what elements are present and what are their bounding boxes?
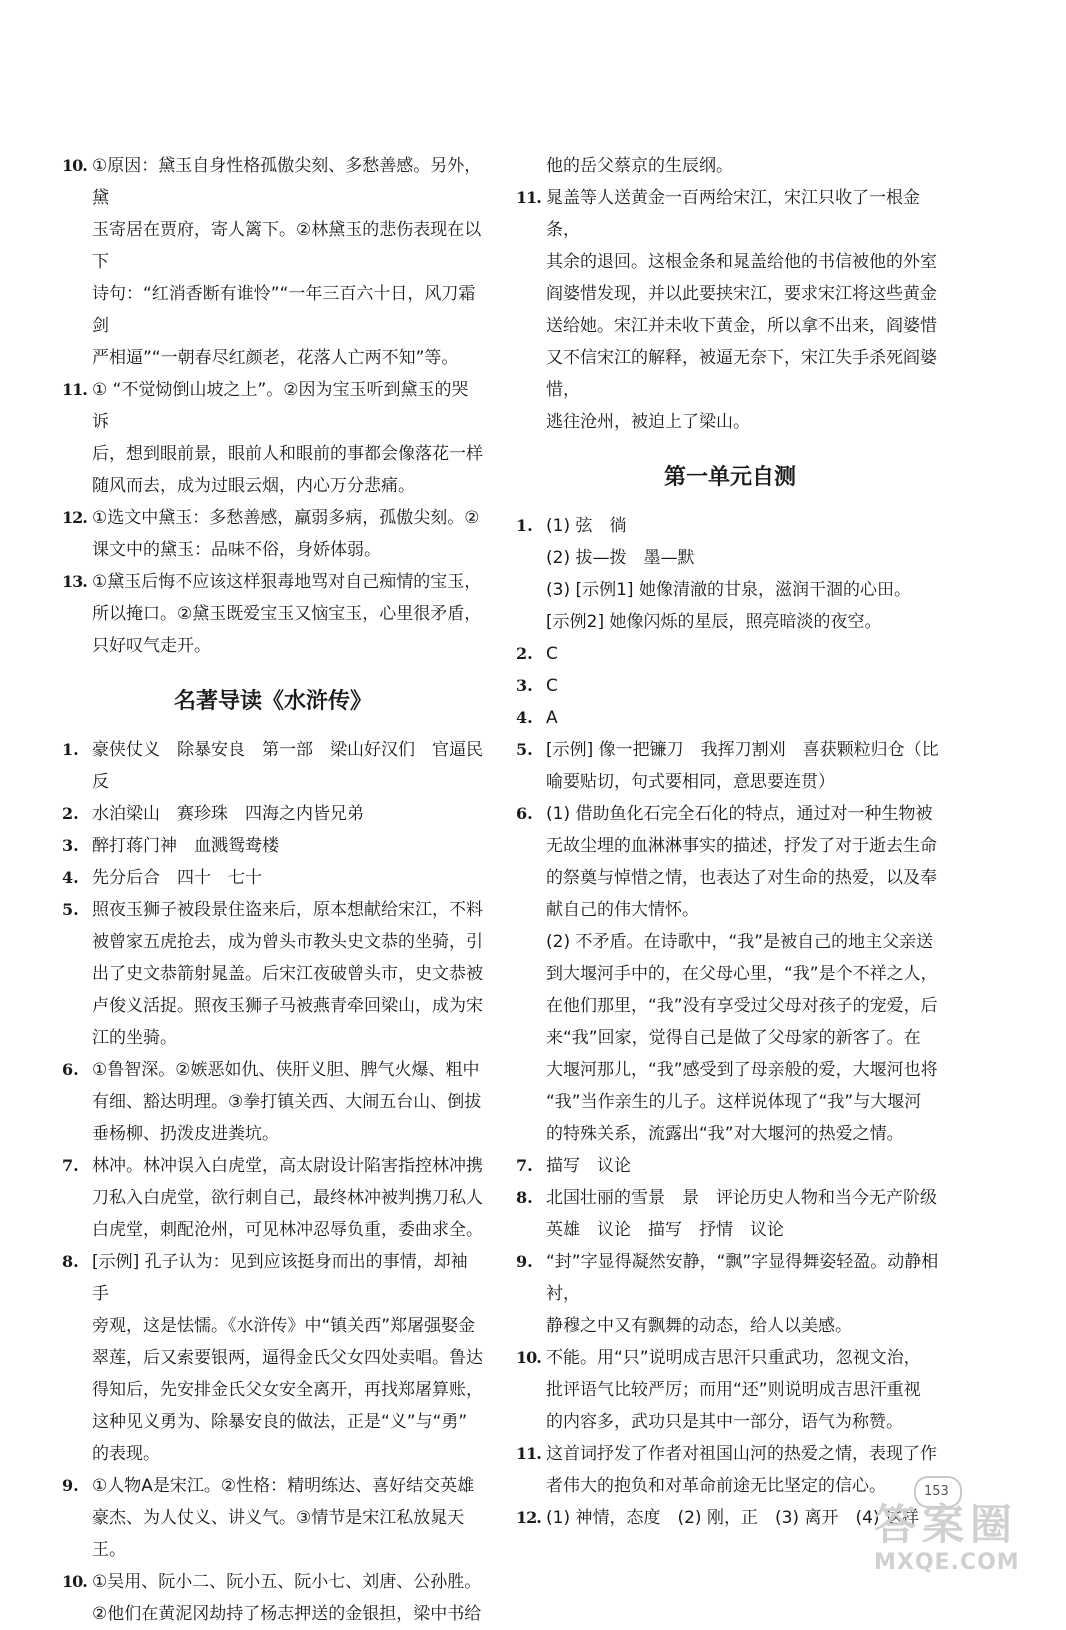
answer-number: 9.: [516, 1252, 533, 1271]
answer-item: [62, 734, 484, 798]
watermark: [874, 1500, 1054, 1590]
answer-line: [示例2] 她像闪烁的星辰，照亮暗淡的夜空。: [546, 612, 882, 632]
answer-item: [62, 798, 484, 830]
answer-number: 4.: [516, 708, 533, 727]
answer-number: 6.: [62, 1060, 79, 1079]
answer-line: 玉寄居在贾府，寄人篱下。②林黛玉的悲伤表现在以下: [92, 220, 482, 272]
answer-number: 2.: [516, 644, 533, 663]
answer-number: 5.: [516, 740, 533, 759]
answer-line: (2) 拔—拨 墨—默: [546, 548, 695, 568]
answer-line: 献自己的伟大情怀。: [546, 900, 699, 920]
answer-number: 10.: [62, 156, 87, 175]
answer-number: 9.: [62, 1476, 79, 1495]
answer-line: 大堰河那儿，“我”感受到了母亲般的爱，大堰河也将: [546, 1060, 938, 1080]
answer-line: 者伟大的抱负和对革命前途无比坚定的信心。: [546, 1476, 886, 1496]
answer-line: 林冲。林冲误入白虎堂，高太尉设计陷害指控林冲携: [92, 1156, 483, 1176]
answer-line: ①原因：黛玉自身性格孤傲尖刻、多愁善感。另外，黛: [92, 156, 482, 208]
answer-item: [516, 510, 944, 638]
answer-line: C: [546, 676, 558, 696]
watermark-url: MXQE.COM: [874, 1550, 1020, 1575]
answer-line: ①吴用、阮小二、阮小五、阮小七、刘唐、公孙胜。: [92, 1572, 482, 1592]
left-column: [62, 150, 484, 1630]
answer-number: 11.: [516, 188, 541, 207]
answer-line: 的祭奠与悼惜之情，也表达了对生命的热爱，以及奉: [546, 868, 937, 888]
answer-line: 诗句：“红消香断有谁怜”“一年三百六十日，风刀霜剑: [92, 284, 476, 336]
answer-line: 先分后合 四十 七十: [92, 868, 262, 888]
answer-number: 7.: [62, 1156, 79, 1175]
answer-line: ①鲁智深。②嫉恶如仇、侠肝义胆、脾气火爆、粗中: [92, 1060, 480, 1080]
answer-number: 11.: [516, 1444, 541, 1463]
answer-line: 英雄 议论 描写 抒情 议论: [546, 1220, 784, 1240]
answer-line: (1) 弦 徜: [546, 516, 627, 536]
answer-line: 垂杨柳、扔泼皮进粪坑。: [92, 1124, 279, 1144]
answer-number: 7.: [516, 1156, 533, 1175]
answer-item: [516, 670, 944, 702]
answer-line: 旁观，这是怯懦。《水浒传》中“镇关西”郑屠强娶金: [92, 1316, 476, 1336]
answer-line: 出了史文恭箭射晁盖。后宋江夜破曾头市，史文恭被: [92, 964, 483, 984]
answer-item: [62, 1150, 484, 1246]
answer-item: [516, 182, 944, 438]
answer-number: 5.: [62, 900, 79, 919]
answer-line: 卢俊义活捉。照夜玉狮子马被燕青牵回梁山，成为宋: [92, 996, 483, 1016]
answer-line: ②他们在黄泥冈劫持了杨志押送的金银担，梁中书给: [92, 1604, 482, 1624]
answer-line: 无故尘埋的血淋淋事实的描述，抒发了对于逝去生命: [546, 836, 937, 856]
answer-line: 刀私入白虎堂，欲行刺自己，最终林冲被判携刀私人: [92, 1188, 483, 1208]
answer-number: 10.: [516, 1348, 541, 1367]
answer-number: 1.: [62, 740, 79, 759]
answer-line: 到大堰河手中的，在父母心里，“我”是个不祥之人，: [546, 964, 938, 984]
answer-item: [62, 374, 484, 502]
answer-item: [62, 862, 484, 894]
left-answer-list: [62, 734, 484, 1630]
right-previous-answers: [516, 182, 944, 438]
answer-number: 13.: [62, 572, 87, 591]
answer-item: [516, 734, 944, 798]
answer-line: (2) 不矛盾。在诗歌中，“我”是被自己的地主父亲送: [546, 932, 934, 952]
answer-item: [516, 798, 944, 1150]
answer-line: 所以掩口。②黛玉既爱宝玉又恼宝玉，心里很矛盾，: [92, 604, 482, 624]
answer-line: 后，想到眼前景，眼前人和眼前的事都会像落花一样: [92, 444, 483, 464]
answer-line: 送给她。宋江并未收下黄金，所以拿不出来，阎婆惜: [546, 316, 937, 336]
answer-number: 10.: [62, 1572, 87, 1591]
page-number: 153: [924, 1484, 949, 1499]
answer-number: 4.: [62, 868, 79, 887]
answer-item: [516, 1182, 944, 1246]
answer-line: 的特殊关系，流露出“我”对大堰河的热爱之情。: [546, 1124, 904, 1144]
answer-line: 描写 议论: [546, 1156, 631, 1176]
answer-line: 阎婆惜发现，并以此要挟宋江，要求宋江将这些黄金: [546, 284, 937, 304]
answer-line: 又不信宋江的解释，被逼无奈下，宋江失手杀死阎婆惜，: [546, 348, 937, 400]
section-title-unit-test: 第一单元自测: [663, 465, 796, 490]
answer-line: 晁盖等人送黄金一百两给宋江，宋江只收了一根金条，: [546, 188, 920, 240]
answer-number: 3.: [516, 676, 533, 695]
answer-line: 不能。用“只”说明成吉思汗只重武功，忽视文治，: [546, 1348, 921, 1368]
answer-line: 翠莲，后又索要银两，逼得金氏父女四处卖唱。鲁达: [92, 1348, 483, 1368]
answer-item: [62, 1470, 484, 1566]
answer-line: (3) [示例1] 她像清澈的甘泉，滋润干涸的心田。: [546, 580, 911, 600]
answer-item: [516, 1438, 944, 1502]
answer-item: [516, 638, 944, 670]
answer-line: 的内容多，武功只是其中一部分，语气为称赞。: [546, 1412, 903, 1432]
answer-line: 江的坐骑。: [92, 1028, 177, 1048]
continued-answer: [516, 150, 944, 182]
right-column: [516, 150, 944, 1534]
answer-number: 6.: [516, 804, 533, 823]
answer-line: 得知后，先安排金氏父女安全离开，再找郑屠算账，: [92, 1380, 483, 1400]
answer-item: [62, 150, 484, 374]
watermark-mark: 答案圈: [874, 1500, 1019, 1549]
answer-line: 有细、豁达明理。③拳打镇关西、大闹五台山、倒拔: [92, 1092, 482, 1112]
answer-line: 随风而去，成为过眼云烟，内心万分悲痛。: [92, 476, 415, 496]
answer-line: ① “不觉恸倒山坡之上”。②因为宝玉听到黛玉的哭诉: [92, 380, 469, 432]
answer-item: [62, 1246, 484, 1470]
answer-line: 水泊梁山 赛珍珠 四海之内皆兄弟: [92, 804, 364, 824]
answer-line: 这首词抒发了作者对祖国山河的热爱之情，表现了作: [546, 1444, 937, 1464]
answer-item: [62, 894, 484, 1054]
answer-number: 8.: [516, 1188, 533, 1207]
answer-line: 的表现。: [92, 1444, 160, 1464]
answer-line: “我”当作亲生的儿子。这样说体现了“我”与大堰河: [546, 1092, 922, 1112]
answer-line: 静穆之中又有飘舞的动态，给人以美感。: [546, 1316, 852, 1336]
answer-line: ①选文中黛玉：多愁善感，羸弱多病，孤傲尖刻。②: [92, 508, 480, 528]
answer-item: [62, 1566, 484, 1630]
answer-line: 其余的退回。这根金条和晁盖给他的书信被他的外室: [546, 252, 937, 272]
answer-item: [62, 502, 484, 566]
answer-line: 被曾家五虎抢去，成为曾头市教头史文恭的坐骑，引: [92, 932, 483, 952]
answer-line: 反: [92, 772, 109, 792]
answer-line: 醉打蒋门神 血溅鸳鸯楼: [92, 836, 279, 856]
answer-line: 北国壮丽的雪景 景 评论历史人物和当今无产阶级: [546, 1188, 937, 1208]
answer-item: [62, 566, 484, 662]
answer-item: [516, 1342, 944, 1438]
answer-number: 3.: [62, 836, 79, 855]
answer-line: 豪侠仗义 除暴安良 第一部 梁山好汉们 官逼民: [92, 740, 483, 760]
answer-item: [516, 1246, 944, 1342]
answer-line: ①人物A是宋江。②性格：精明练达、喜好结交英雄: [92, 1476, 475, 1496]
answer-line: 豪杰、为人仗义、讲义气。③情节是宋江私放晁天王。: [92, 1508, 465, 1560]
answer-number: 1.: [516, 516, 533, 535]
answer-number: 11.: [62, 380, 87, 399]
answer-line: A: [546, 708, 558, 728]
answer-line: 严相逼”“一朝春尽红颜老，花落人亡两不知”等。: [92, 348, 459, 368]
answer-line: 课文中的黛玉：品味不俗，身娇体弱。: [92, 540, 381, 560]
answer-line: (1) 神情，态度 (2) 刚，正 (3) 离开 (4) 这样: [546, 1508, 919, 1528]
answer-line: 照夜玉狮子被段景住盗来后，原本想献给宋江，不料: [92, 900, 483, 920]
answer-line: ①黛玉后悔不应该这样狠毒地骂对自己痴情的宝玉，: [92, 572, 482, 592]
answer-line: [示例] 像一把镰刀 我挥刀割刈 喜获颗粒归仓（比: [546, 740, 939, 760]
answer-line: 他的岳父蔡京的生辰纲。: [546, 156, 733, 176]
answer-line: 来“我”回家，觉得自己是做了父母家的新客了。在: [546, 1028, 921, 1048]
answer-line: [示例] 孔子认为：见到应该挺身而出的事情，却袖手: [92, 1252, 468, 1304]
right-answer-list: [516, 510, 944, 1534]
answer-line: “封”字显得凝然安静，“飘”字显得舞姿轻盈。动静相衬，: [546, 1252, 939, 1304]
answer-line: 白虎堂，刺配沧州，可见林冲忍辱负重，委曲求全。: [92, 1220, 483, 1240]
answer-line: 批评语气比较严厉；而用“还”则说明成吉思汗重视: [546, 1380, 921, 1400]
answer-number: 2.: [62, 804, 79, 823]
answer-line: 这种见义勇为、除暴安良的做法，正是“义”与“勇”: [92, 1412, 468, 1432]
answer-line: (1) 借助鱼化石完全石化的特点，通过对一种生物被: [546, 804, 933, 824]
answer-line: C: [546, 644, 558, 664]
answer-line: 只好叹气走开。: [92, 636, 211, 656]
section-title-water-margin: 名著导读《水浒传》: [173, 689, 372, 714]
answer-line: 在他们那里，“我”没有享受过父母对孩子的宠爱，后: [546, 996, 938, 1016]
answer-line: 喻要贴切，句式要相同，意思要连贯）: [546, 772, 835, 792]
answer-number: 8.: [62, 1252, 79, 1271]
answer-line: 逃往沧州，被迫上了梁山。: [546, 412, 750, 432]
answer-item: [516, 1150, 944, 1182]
answer-item: [62, 1054, 484, 1150]
answer-item: [62, 830, 484, 862]
answer-item: [516, 702, 944, 734]
answer-number: 12.: [516, 1508, 541, 1527]
left-previous-answers: [62, 150, 484, 662]
answer-number: 12.: [62, 508, 87, 527]
